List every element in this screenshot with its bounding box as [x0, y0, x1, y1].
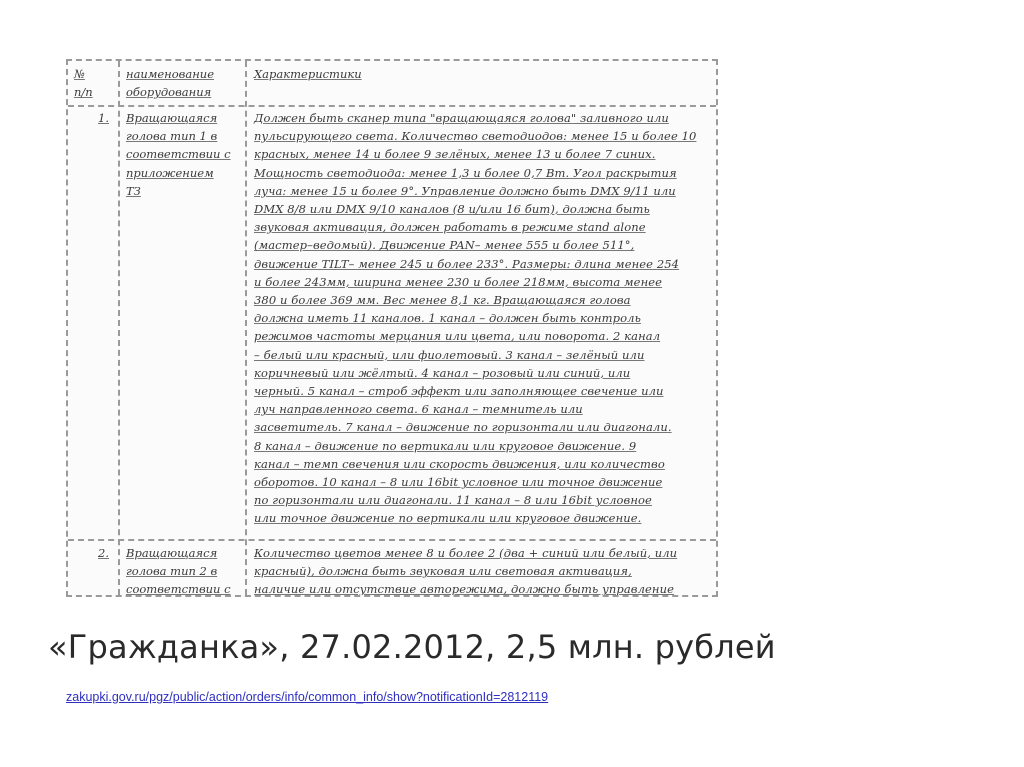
text-line: 8 канал – движение по вертикали или круговое движение. 9	[254, 438, 637, 453]
text-line: звуковая активация, должен работать в режиме stand alone	[254, 220, 646, 235]
header-characteristics	[254, 65, 362, 83]
source-link[interactable]: zakupki.gov.ru/pgz/public/action/orders/info/common_info/show?notificationId=2812119	[66, 690, 549, 704]
text-line: голова тип 2 в	[126, 564, 218, 579]
text-line: пульсирующего света. Количество светодиодов: менее 15 и более 10	[254, 129, 697, 144]
column-divider	[118, 61, 120, 595]
text-line: соответствии с	[126, 582, 231, 597]
text-line: движение TILT– менее 245 и более 233°. Размеры: длина менее 254	[254, 256, 680, 271]
text-line: коричневый или жёлтый. 4 канал – розовый или синий, или	[254, 365, 631, 380]
text-line: и более 243мм, ширина менее 230 и более 218мм, высота менее	[254, 274, 663, 289]
text-line: канал – темп свечения или скорость движения, или количество	[254, 456, 665, 471]
text-line: голова тип 1 в	[126, 129, 218, 144]
row-2-number: 2.	[98, 546, 109, 560]
text-line: Должен быть сканер типа "вращающаяся голова" заливного или	[254, 111, 669, 125]
text-line: луча: менее 15 и более 9°. Управление должно быть DMX 9/11 или	[254, 183, 676, 198]
header-equipment-name	[126, 65, 214, 101]
text-line: или точное движение по вертикали или круговое движение.	[254, 511, 642, 526]
text-line: оборотов. 10 канал – 8 или 16bit условное или точное движение	[254, 475, 663, 490]
text-line: красный), должна быть звуковая или световая активация,	[254, 564, 632, 579]
text-line: п/п	[74, 85, 93, 100]
slide-caption: «Гражданка», 27.02.2012, 2,5 млн. рублей	[48, 628, 776, 666]
text-line: красных, менее 14 и более 9 зелёных, менее 13 и более 7 синих.	[254, 147, 656, 162]
text-line: режимов частоты мерцания или цвета, или поворота. 2 канал	[254, 329, 661, 344]
text-line: приложением	[126, 165, 214, 180]
text-line: Вращающаяся	[126, 111, 218, 125]
text-line: соответствии с	[126, 147, 231, 162]
text-line: наличие или отсутствие авторежима, должно быть управление	[254, 582, 675, 597]
row-1-characteristics	[254, 109, 696, 528]
text-line: по горизонтали или диагонали. 11 канал – 8 или 16bit условное	[254, 493, 652, 508]
text-line: должна иметь 11 каналов. 1 канал – должен быть контроль	[254, 311, 641, 326]
text-line: – белый или красный, или фиолетовый. 3 канал – зелёный или	[254, 347, 645, 362]
row-divider	[68, 105, 716, 107]
text-line: DMX 8/8 или DMX 9/10 каналов (8 и/или 16 бит), должна быть	[254, 202, 650, 217]
text-line: Вращающаяся	[126, 546, 218, 560]
text-line: Мощность светодиода: менее 1,3 и более 0,7 Вт. Угол раскрытия	[254, 165, 677, 180]
header-number	[74, 65, 93, 101]
row-2-characteristics	[254, 544, 677, 597]
column-divider	[245, 61, 247, 595]
text-line: №	[74, 67, 85, 81]
text-line: (мастер–ведомый). Движение PAN– менее 555 и более 511°,	[254, 238, 635, 253]
text-line: Количество цветов менее 8 и более 2 (два + синий или белый, или	[254, 546, 678, 560]
text-line: Характеристики	[254, 67, 362, 81]
row-1-equipment-name	[126, 109, 231, 200]
text-line: 380 и более 369 мм. Вес менее 8,1 кг. Вращающаяся голова	[254, 293, 631, 308]
text-line: засветитель. 7 канал – движение по горизонтали или диагонали.	[254, 420, 672, 435]
text-line: луч направленного света. 6 канал – темнитель или	[254, 402, 583, 417]
text-line: черный. 5 канал – строб эффект или заполняющее свечение или	[254, 384, 664, 399]
text-line: оборудования	[126, 85, 212, 100]
text-line: наименование	[126, 67, 215, 81]
scanned-table-image	[66, 59, 718, 597]
text-line: ТЗ	[126, 183, 141, 198]
row-divider	[68, 539, 716, 541]
row-1-number: 1.	[98, 111, 109, 125]
row-2-equipment-name	[126, 544, 231, 597]
